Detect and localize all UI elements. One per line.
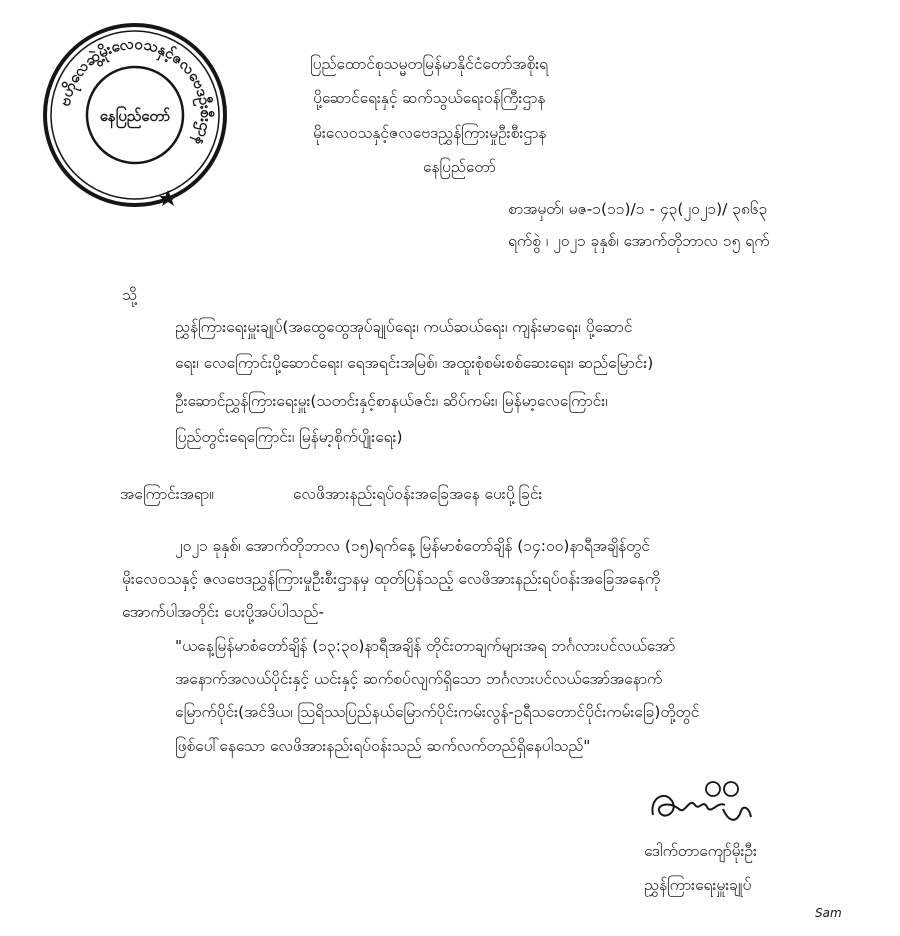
- seal-ring-text: ဗဟိုလေဆွဲ့မိုးလေဝသနှင့်ဇလဗေဒဦးစီးဌာန: [55, 34, 216, 149]
- seal-center-text: နေပြည်တော်: [99, 107, 171, 125]
- reference-number: စာအမှတ်၊ မဇ-၁(၁၁)/၁ - ၄၃(၂၀၂၁)/ ၃၈၆၃: [508, 200, 768, 218]
- quote-line-4: ဖြစ်ပေါ်နေသော လေဖိအားနည်းရပ်ဝန်းသည် ဆက်လက်တည်ရှိနေပါသည်": [175, 737, 591, 755]
- subject-text: လေဖိအားနည်းရပ်ဝန်းအခြေအနေ ပေးပို့ခြင်း: [293, 485, 543, 503]
- typist-initials: Sam: [815, 906, 842, 920]
- body-line-1: ၂၀၂၁ ခုနှစ်၊ အောက်တိုဘာလ (၁၅)ရက်နေ့ မြန်မာစံတော်ချိန် (၁၄:၀၀)နာရီအချိန်တွင်: [175, 537, 650, 555]
- subject-label: အကြောင်းအရာ။: [120, 485, 214, 503]
- letterhead-line-3: မိုးလေဝသနှင့်ဇလဗေဒညွှန်ကြားမှုဦးစီးဌာန: [313, 124, 547, 142]
- body-line-3: အောက်ပါအတိုင်း ပေးပို့အပ်ပါသည်-: [122, 603, 325, 621]
- letterhead-line-4: နေပြည်တော်: [423, 158, 496, 176]
- body-line-2: မိုးလေဝသနှင့် ဇလဗေဒညွှန်ကြားမှုဦးစီးဌာနမှ ထုတ်ပြန်သည့် လေဖိအားနည်းရပ်ဝန်းအခြေအနေကို: [122, 570, 661, 588]
- star-icon: [159, 190, 177, 206]
- to-label: သို့: [122, 286, 137, 304]
- handwritten-signature: [645, 775, 765, 835]
- letterhead-line-1: ပြည်ထောင်စုသမ္မတမြန်မာနိုင်ငံတော်အစိုးရ: [310, 55, 549, 73]
- quote-line-1: "ယနေ့မြန်မာစံတော်ချိန် (၁၃:၃၀)နာရီအချိန် တိုင်းတာချက်များအရ ဘင်္ဂလားပင်လယ်အော်: [175, 637, 676, 655]
- to-line-4: ပြည်တွင်းရေကြောင်း၊ မြန်မာ့စိုက်ပျိုးရေး): [175, 428, 403, 446]
- signatory-title: ညွှန်ကြားရေးမှူးချုပ်: [644, 876, 752, 894]
- reference-date: ရက်စွဲ ၊ ၂၀၂၁ ခုနှစ်၊ အောက်တိုဘာလ ၁၅ ရက်: [508, 232, 770, 250]
- to-line-3: ဦးဆောင်ညွှန်ကြားရေးမှူး(သတင်းနှင့်စာနယ်ဇင်း၊ ဆိပ်ကမ်း၊ မြန်မာ့လေကြောင်း၊: [175, 392, 608, 410]
- to-line-2: ရေး၊ လေကြောင်းပို့ဆောင်ရေး၊ ရေအရင်းအမြစ်၊ အထူးစုံစမ်းစစ်ဆေးရေး၊ ဆည်မြောင်း): [175, 354, 654, 372]
- signatory-name: ဒေါက်တာကျော်မိုးဦး: [644, 842, 757, 860]
- official-seal: [40, 20, 230, 210]
- letterhead-line-2: ပို့ဆောင်ရေးနှင့် ဆက်သွယ်ရေးဝန်ကြီးဌာန: [313, 89, 546, 107]
- quote-line-3: မြောက်ပိုင်း(အင်ဒိယ၊ ဩရိဿပြည်နယ်မြောက်ပိုင်းကမ်းလွန်-ဥရီသတောင်ပိုင်းကမ်းခြေ)တို့တွင်: [175, 703, 700, 721]
- to-line-1: ညွှန်ကြားရေးမှူးချုပ်(အထွေထွေအုပ်ချုပ်ရေး၊ ကယ်ဆယ်ရေး၊ ကျန်းမာရေး၊ ပို့ဆောင်: [175, 318, 633, 336]
- quote-line-2: အနောက်အလယ်ပိုင်းနှင့် ယင်းနှင့် ဆက်စပ်လျက်ရှိသော ဘင်္ဂလားပင်လယ်အော်အနောက်: [175, 670, 663, 688]
